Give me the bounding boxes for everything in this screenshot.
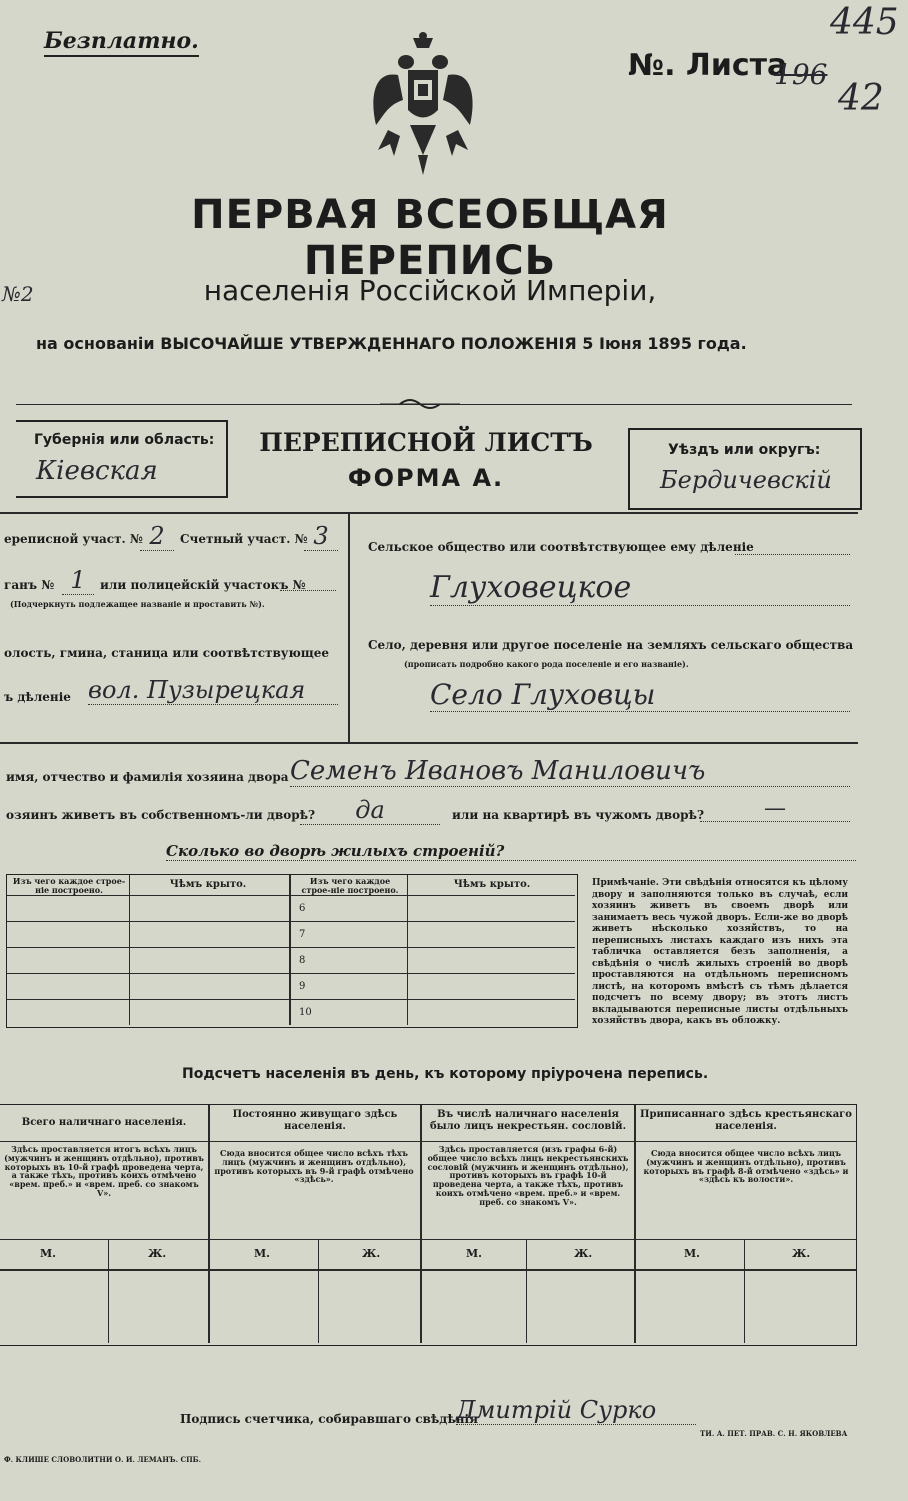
district-box bbox=[628, 428, 862, 510]
ornament-divider bbox=[380, 396, 460, 412]
legal-basis: на основаніи ВЫСОЧАЙШЕ УТВЕРЖДЕННАГО ПОЛОЖЕНІЯ 5 Іюня 1895 года. bbox=[36, 334, 747, 353]
sheet-number-label: №. Листа bbox=[628, 48, 788, 83]
main-title: ПЕРВАЯ ВСЕОБЩАЯ ПЕРЕПИСЬ bbox=[191, 192, 669, 284]
buildings-row-6: 6 bbox=[299, 903, 306, 914]
population-title: Подсчетъ населенія въ день, къ которому пріурочена перепись. bbox=[182, 1066, 709, 1082]
stan-label: ганъ № bbox=[4, 578, 55, 592]
police-label: или полицейскій участокъ № bbox=[100, 578, 306, 592]
buildings-row-8: 8 bbox=[299, 955, 306, 966]
pop-col2-head: Постоянно живущаго здѣсь населенія. bbox=[232, 1109, 398, 1132]
pop-col3-m: М. bbox=[466, 1247, 483, 1260]
buildings-col2: Чѣмъ крыто. bbox=[169, 879, 247, 890]
archive-number-1: 445 bbox=[830, 2, 899, 43]
district-value: Бердичевскій bbox=[660, 466, 832, 494]
buildings-col4: Чѣмъ крыто. bbox=[453, 879, 531, 890]
printer-left: Ф. КЛИШЕ СЛОВОЛИТНИ О. И. ЛЕМАНЪ. СПБ. bbox=[4, 1455, 202, 1464]
village-label: Село, деревня или другое поселеніе на земляхъ сельскаго общества bbox=[368, 638, 854, 652]
archive-number-2: 42 bbox=[838, 78, 884, 119]
printer-right: ТИ. А. ПЕТ. ПРАВ. С. Н. ЯКОВЛЕВА bbox=[700, 1429, 848, 1438]
owner-value: Семенъ Ивановъ Маниловичъ bbox=[290, 756, 850, 787]
society-value: Глуховецкое bbox=[430, 570, 850, 606]
village-note: (прописать подробно какого рода поселеніе и его названіе). bbox=[404, 659, 689, 669]
pop-col2-text: Сюда вносится общее число всѣхъ тѣхъ лицъ (мужчинъ и женщинъ отдѣльно), противъ которыхъ въ 9-й графѣ отмѣчено «здѣсь». bbox=[214, 1148, 414, 1185]
sheet-number-value: 196 bbox=[774, 58, 828, 91]
society-label: Сельское общество или соотвѣтствующее ему дѣленіе bbox=[368, 540, 754, 554]
owner-lives-value: да bbox=[300, 796, 440, 825]
census-section-label: ереписной участ. № bbox=[4, 532, 143, 546]
pop-col3-text: Здѣсь проставляется (изъ графы 6-й) общее число всѣхъ лицъ некрестьянскихъ сословій (мужчинъ и женщинъ отдѣльно), противъ которыхъ въ графѣ 10-й проведена черта, а также тѣхъ, противъ коихъ отмѣчено «врем. преб.» и «врем. преб. со знакомъ V». bbox=[427, 1144, 629, 1207]
volost-label: олость, гмина, станица или соотвѣтствующее bbox=[4, 646, 330, 660]
buildings-row-7: 7 bbox=[299, 929, 306, 940]
province-box bbox=[16, 420, 228, 498]
division-value: вол. Пузырецкая bbox=[88, 676, 338, 705]
pop-col4-head: Приписаннаго здѣсь крестьянскаго населенія. bbox=[640, 1109, 852, 1132]
pop-col1-m: М. bbox=[40, 1247, 57, 1260]
pop-col1-text: Здѣсь проставляется итогъ всѣхъ лицъ (мужчинъ и женщинъ отдѣльно), противъ которыхъ въ 10-й графѣ проведена черта, а также тѣхъ, противъ коихъ отмѣчено «врем. преб.» и «врем. преб. со знакомъ V». bbox=[4, 1144, 204, 1198]
district-label: Уѣздъ или округъ: bbox=[668, 442, 821, 458]
signature-value: Дмитрій Сурко bbox=[456, 1396, 696, 1425]
apartment-value: — bbox=[700, 796, 850, 822]
pop-col4-m: М. bbox=[684, 1247, 701, 1260]
census-section-value: 2 bbox=[140, 522, 174, 551]
owner-lives-label: озяинъ живетъ въ собственномъ-ли дворѣ? bbox=[6, 808, 316, 822]
free-label: Безплатно. bbox=[44, 28, 199, 57]
police-note: (Подчеркнуть подлежащее названіе и проставить №). bbox=[10, 599, 265, 609]
buildings-col3: Изъ чего каждое строе-ніе построено. bbox=[301, 876, 399, 895]
province-value: Кіевская bbox=[36, 456, 158, 486]
pop-col3-head: Въ числѣ наличнаго населенія было лицъ некрестьян. сословій. bbox=[429, 1109, 627, 1132]
pop-col3-zh: Ж. bbox=[574, 1247, 593, 1260]
owner-label: имя, отчество и фамилія хозяина двора bbox=[6, 770, 289, 784]
division-label: ъ дѣленіе bbox=[4, 690, 71, 704]
population-table bbox=[0, 1104, 857, 1346]
count-section-label: Счетный участ. № bbox=[180, 532, 308, 546]
pop-col2-m: М. bbox=[254, 1247, 271, 1260]
stan-value: 1 bbox=[62, 566, 94, 595]
pop-col4-zh: Ж. bbox=[792, 1247, 811, 1260]
buildings-col1: Изъ чего каждое строе-ніе построено. bbox=[12, 876, 126, 895]
signature-label: Подпись счетчика, собиравшаго свѣдѣнія bbox=[180, 1412, 478, 1426]
pop-col2-zh: Ж. bbox=[362, 1247, 381, 1260]
society-line bbox=[735, 554, 850, 555]
pop-col1-zh: Ж. bbox=[148, 1247, 167, 1260]
village-value: Село Глуховцы bbox=[430, 678, 850, 712]
pop-col4-text: Сюда вносится общее число всѣхъ лицъ (мужчинъ и женщинъ отдѣльно), противъ которыхъ въ графѣ 8-й отмѣчено «здѣсь» и «здѣсь къ волости». bbox=[643, 1148, 849, 1185]
province-label: Губернія или область: bbox=[34, 432, 215, 448]
pop-col1-head: Всего наличнаго населенія. bbox=[21, 1117, 187, 1128]
police-value-line bbox=[280, 590, 336, 591]
buildings-row-10: 10 bbox=[299, 1007, 312, 1018]
margin-note: №2 bbox=[2, 282, 34, 306]
buildings-table bbox=[6, 874, 578, 1028]
buildings-question: Сколько во дворѣ жилыхъ строеній? bbox=[166, 842, 856, 861]
buildings-row-9: 9 bbox=[299, 981, 306, 992]
double-headed-eagle-emblem bbox=[368, 30, 478, 180]
apartment-label: или на квартирѣ въ чужомъ дворѣ? bbox=[452, 808, 704, 822]
form-subtitle: ФОРМА А. bbox=[347, 464, 505, 492]
subtitle: населенія Россійской Имперіи, bbox=[203, 274, 657, 307]
buildings-note: Примѣчаніе. Эти свѣдѣнія относятся къ цѣлому двору и заполняются только въ случаѣ, если хозяинъ живетъ въ своемъ дворѣ или занимаетъ весь чужой дворъ. Если-же во дворѣ живетъ нѣсколько хозяйствъ, то на переписныхъ листахъ каждаго изъ нихъ эта табличка оставляется безъ заполненія, а свѣдѣнія о числѣ жилыхъ строеній во дворѣ проставляются на отдѣльномъ переписномъ листѣ, на которомъ вмѣстѣ съ тѣмъ дѣлается подсчетъ по всему двору; въ этотъ листъ вкладываются переписные листы отдѣльныхъ хозяйствъ двора, какъ въ обложку. bbox=[592, 878, 848, 1027]
count-section-value: 3 bbox=[304, 522, 338, 551]
form-title: ПЕРЕПИСНОЙ ЛИСТЪ bbox=[259, 428, 593, 457]
